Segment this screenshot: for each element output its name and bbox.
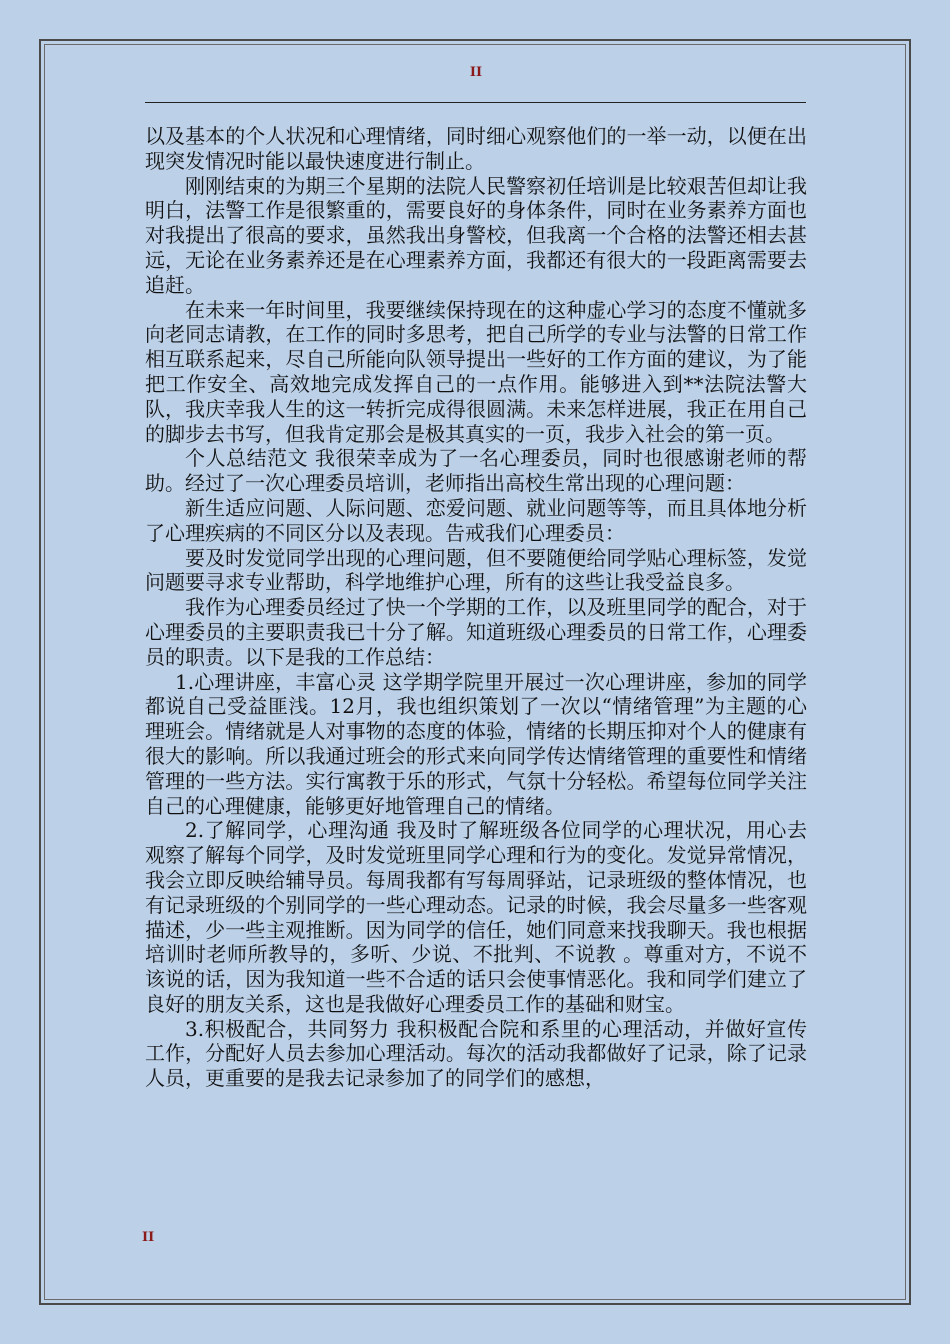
paragraph: 2.了解同学，心理沟通 我及时了解班级各位同学的心理状况，用心去观察了解每个同学，及时发觉班里同学心理和行为的变化。发觉异常情况，我会立即反映给辅导员。每周我都有写每周驿站，记录班级的整体情况，也有记录班级的个别同学的一些心理动态。记录的时候，我会尽量多一些客观描述，少一些主观推断。因为同学的信任，她们同意来找我聊天。我也根据培训时老师所教导的，多听、少说、不批判、不说教 。尊重对方，不说不该说的话，因为我知道一些不合适的话只会使事情恶化。我和同学们建立了良好的朋友关系，这也是我做好心理委员工作的基础和财宝。 [145, 818, 807, 1016]
paragraph: 我作为心理委员经过了快一个学期的工作，以及班里同学的配合，对于心理委员的主要职责我已十分了解。知道班级心理委员的日常工作，心理委员的职责。以下是我的工作总结： [145, 595, 807, 669]
paragraph: 在未来一年时间里，我要继续保持现在的这种虚心学习的态度不懂就多向老同志请教，在工作的同时多思考，把自己所学的专业与法警的日常工作相互联系起来，尽自己所能向队领导提出一些好的工作方面的建议，为了能把工作安全、高效地完成发挥自己的一点作用。能够进入到**法院法警大队，我庆幸我人生的这一转折完成得很圆满。未来怎样进展，我正在用自己的脚步去书写，但我肯定那会是极其真实的一页，我步入社会的第一页。 [145, 297, 807, 446]
paragraph: 新生适应问题、人际问题、恋爱问题、就业问题等等，而且具体地分析了心理疾病的不同区分以及表现。告戒我们心理委员： [145, 495, 807, 545]
paragraph: 个人总结范文 我很荣幸成为了一名心理委员，同时也很感谢老师的帮助。经过了一次心理委员培训，老师指出高校生常出现的心理问题： [145, 446, 807, 496]
footer-mark: II [142, 1230, 155, 1245]
header-mark: II [469, 65, 483, 80]
paragraph: 1.心理讲座，丰富心灵 这学期学院里开展过一次心理讲座，参加的同学都说自己受益匪浅。12月，我也组织策划了一次以“情绪管理”为主题的心理班会。情绪就是人对事物的态度的体验，情绪的长期压抑对个人的健康有很大的影响。所以我通过班会的形式来向同学传达情绪管理的重要性和情绪管理的一些方法。实行寓教于乐的形式，气氛十分轻松。希望每位同学关注自己的心理健康，能够更好地管理自己的情绪。 [145, 669, 807, 818]
paragraph: 刚刚结束的为期三个星期的法院人民警察初任培训是比较艰苦但却让我明白，法警工作是很繁重的，需要良好的身体条件，同时在业务素养方面也对我提出了很高的要求，虽然我出身警校，但我离一个合格的法警还相去甚远，无论在业务素养还是在心理素养方面，我都还有很大的一段距离需要去追赶。 [145, 173, 807, 297]
header-rule [145, 102, 806, 103]
paragraph: 3.积极配合，共同努力 我积极配合院和系里的心理活动，并做好宣传工作，分配好人员去参加心理活动。每次的活动我都做好了记录，除了记录人员，更重要的是我去记录参加了的同学们的感想， [145, 1016, 807, 1091]
paragraph: 以及基本的个人状况和心理情绪，同时细心观察他们的一举一动，以便在出现突发情况时能以最快速度进行制止。 [145, 124, 807, 173]
paragraph: 要及时发觉同学出现的心理问题，但不要随便给同学贴心理标签，发觉问题要寻求专业帮助，科学地维护心理，所有的这些让我受益良多。 [145, 545, 807, 595]
document-body [145, 124, 807, 1091]
